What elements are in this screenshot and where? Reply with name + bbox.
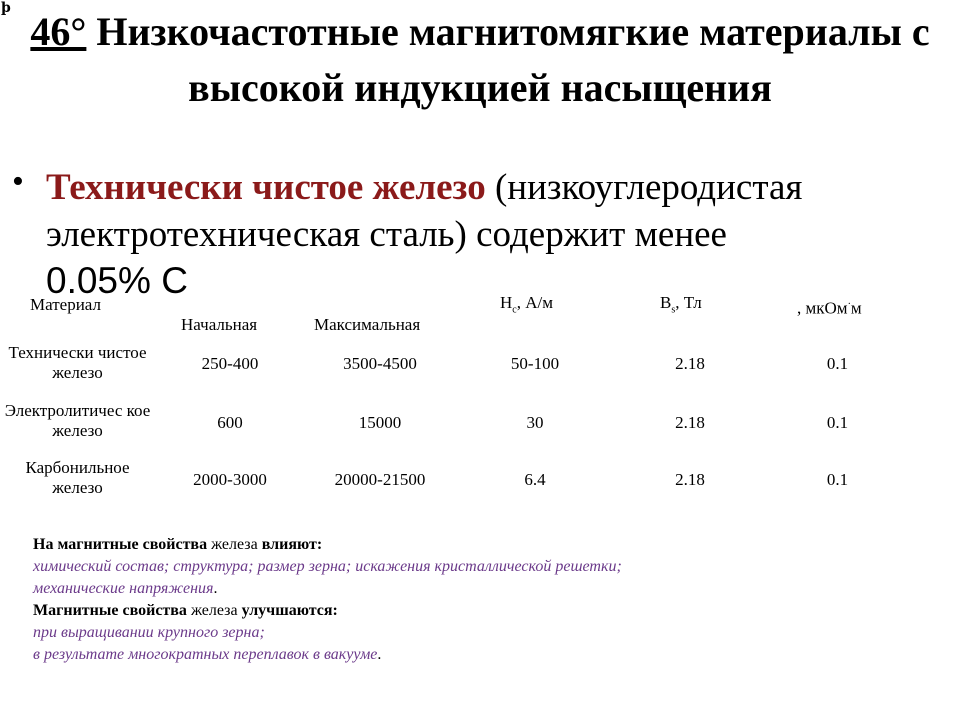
improve-b: железа: [190, 602, 242, 619]
cell-initial: 600: [217, 413, 243, 432]
improve-item-2-line: [33, 644, 913, 666]
cell-max: 15000: [358, 413, 402, 432]
bullet-highlight: Технически чистое железо: [46, 167, 486, 208]
title-text: Низкочастотные магнитомягкие материалы с высокой индукцией насыщения: [86, 9, 930, 110]
improve-a: Магнитные свойства: [33, 602, 191, 619]
header-bs-unit: , Тл: [675, 293, 702, 312]
header-rho-dot: ·: [847, 299, 851, 310]
influence-items-2: механические напряжения: [33, 580, 214, 597]
cell-material: Электролитичес кое железо: [4, 401, 151, 440]
title-number: 46°: [30, 9, 87, 54]
header-hc: [500, 293, 553, 320]
influence-b: железа: [211, 536, 262, 553]
cell-hc: 6.4: [524, 470, 546, 489]
cell-bs: 2.18: [675, 470, 705, 489]
improve-item-1: при выращивании крупного зерна;: [33, 624, 265, 641]
corner-glyph: þ: [1, 0, 11, 16]
header-rho: [797, 295, 862, 319]
influence-heading: [33, 534, 913, 556]
header-hc-sub: c: [512, 304, 517, 316]
cell-bs: 2.18: [675, 354, 705, 373]
cell-bs: 2.18: [675, 413, 705, 432]
bullet-text: [46, 164, 946, 304]
influence-items-2-line: [33, 578, 913, 600]
cell-max: 3500-4500: [343, 354, 417, 373]
notes-block: [33, 534, 913, 666]
bullet-icon: •: [12, 163, 24, 200]
influence-c: влияют:: [261, 536, 323, 553]
cell-rho: 0.1: [826, 470, 849, 489]
header-rho-end: м: [850, 298, 862, 318]
header-initial: Начальная: [181, 315, 258, 334]
header-max: Максимальная: [314, 315, 421, 334]
header-rho-text: , мкОм: [797, 298, 848, 318]
improve-item-2: в результате многократных переплавок в вакууме: [33, 646, 378, 663]
cell-hc: 30: [526, 413, 544, 432]
improve-heading: [33, 600, 913, 622]
influence-items-1: химический состав; структура; размер зерна; искажения кристаллической решетки;: [33, 558, 622, 575]
table-row: [0, 401, 920, 457]
table-row: [0, 343, 920, 399]
header-bs-sub: s: [671, 304, 676, 316]
cell-material: Карбонильное железо: [25, 458, 130, 497]
cell-max: 20000-21500: [334, 470, 426, 489]
header-bs-main: B: [660, 293, 672, 312]
cell-initial: 2000-3000: [193, 470, 267, 489]
bullet-rest: (низкоуглеродистая электротехническая сталь) содержит менее: [46, 167, 803, 255]
slide-title: [20, 4, 940, 116]
influence-period: .: [213, 580, 218, 597]
header-material: Материал: [30, 295, 101, 314]
cell-hc: 50-100: [510, 354, 560, 373]
improve-c: улучшаются:: [241, 602, 338, 619]
influence-a: На магнитные свойства: [33, 536, 212, 553]
cell-rho: 0.1: [826, 354, 849, 373]
header-hc-unit: , А/м: [516, 293, 553, 312]
improve-period: .: [377, 646, 382, 663]
cell-material: Технически чистое железо: [8, 343, 147, 382]
header-hc-main: H: [500, 293, 513, 312]
cell-rho: 0.1: [826, 413, 849, 432]
bullet-last-line: 0.05% С: [46, 260, 188, 301]
cell-initial: 250-400: [201, 354, 259, 373]
header-bs: [660, 293, 702, 320]
table-row: [0, 458, 920, 514]
